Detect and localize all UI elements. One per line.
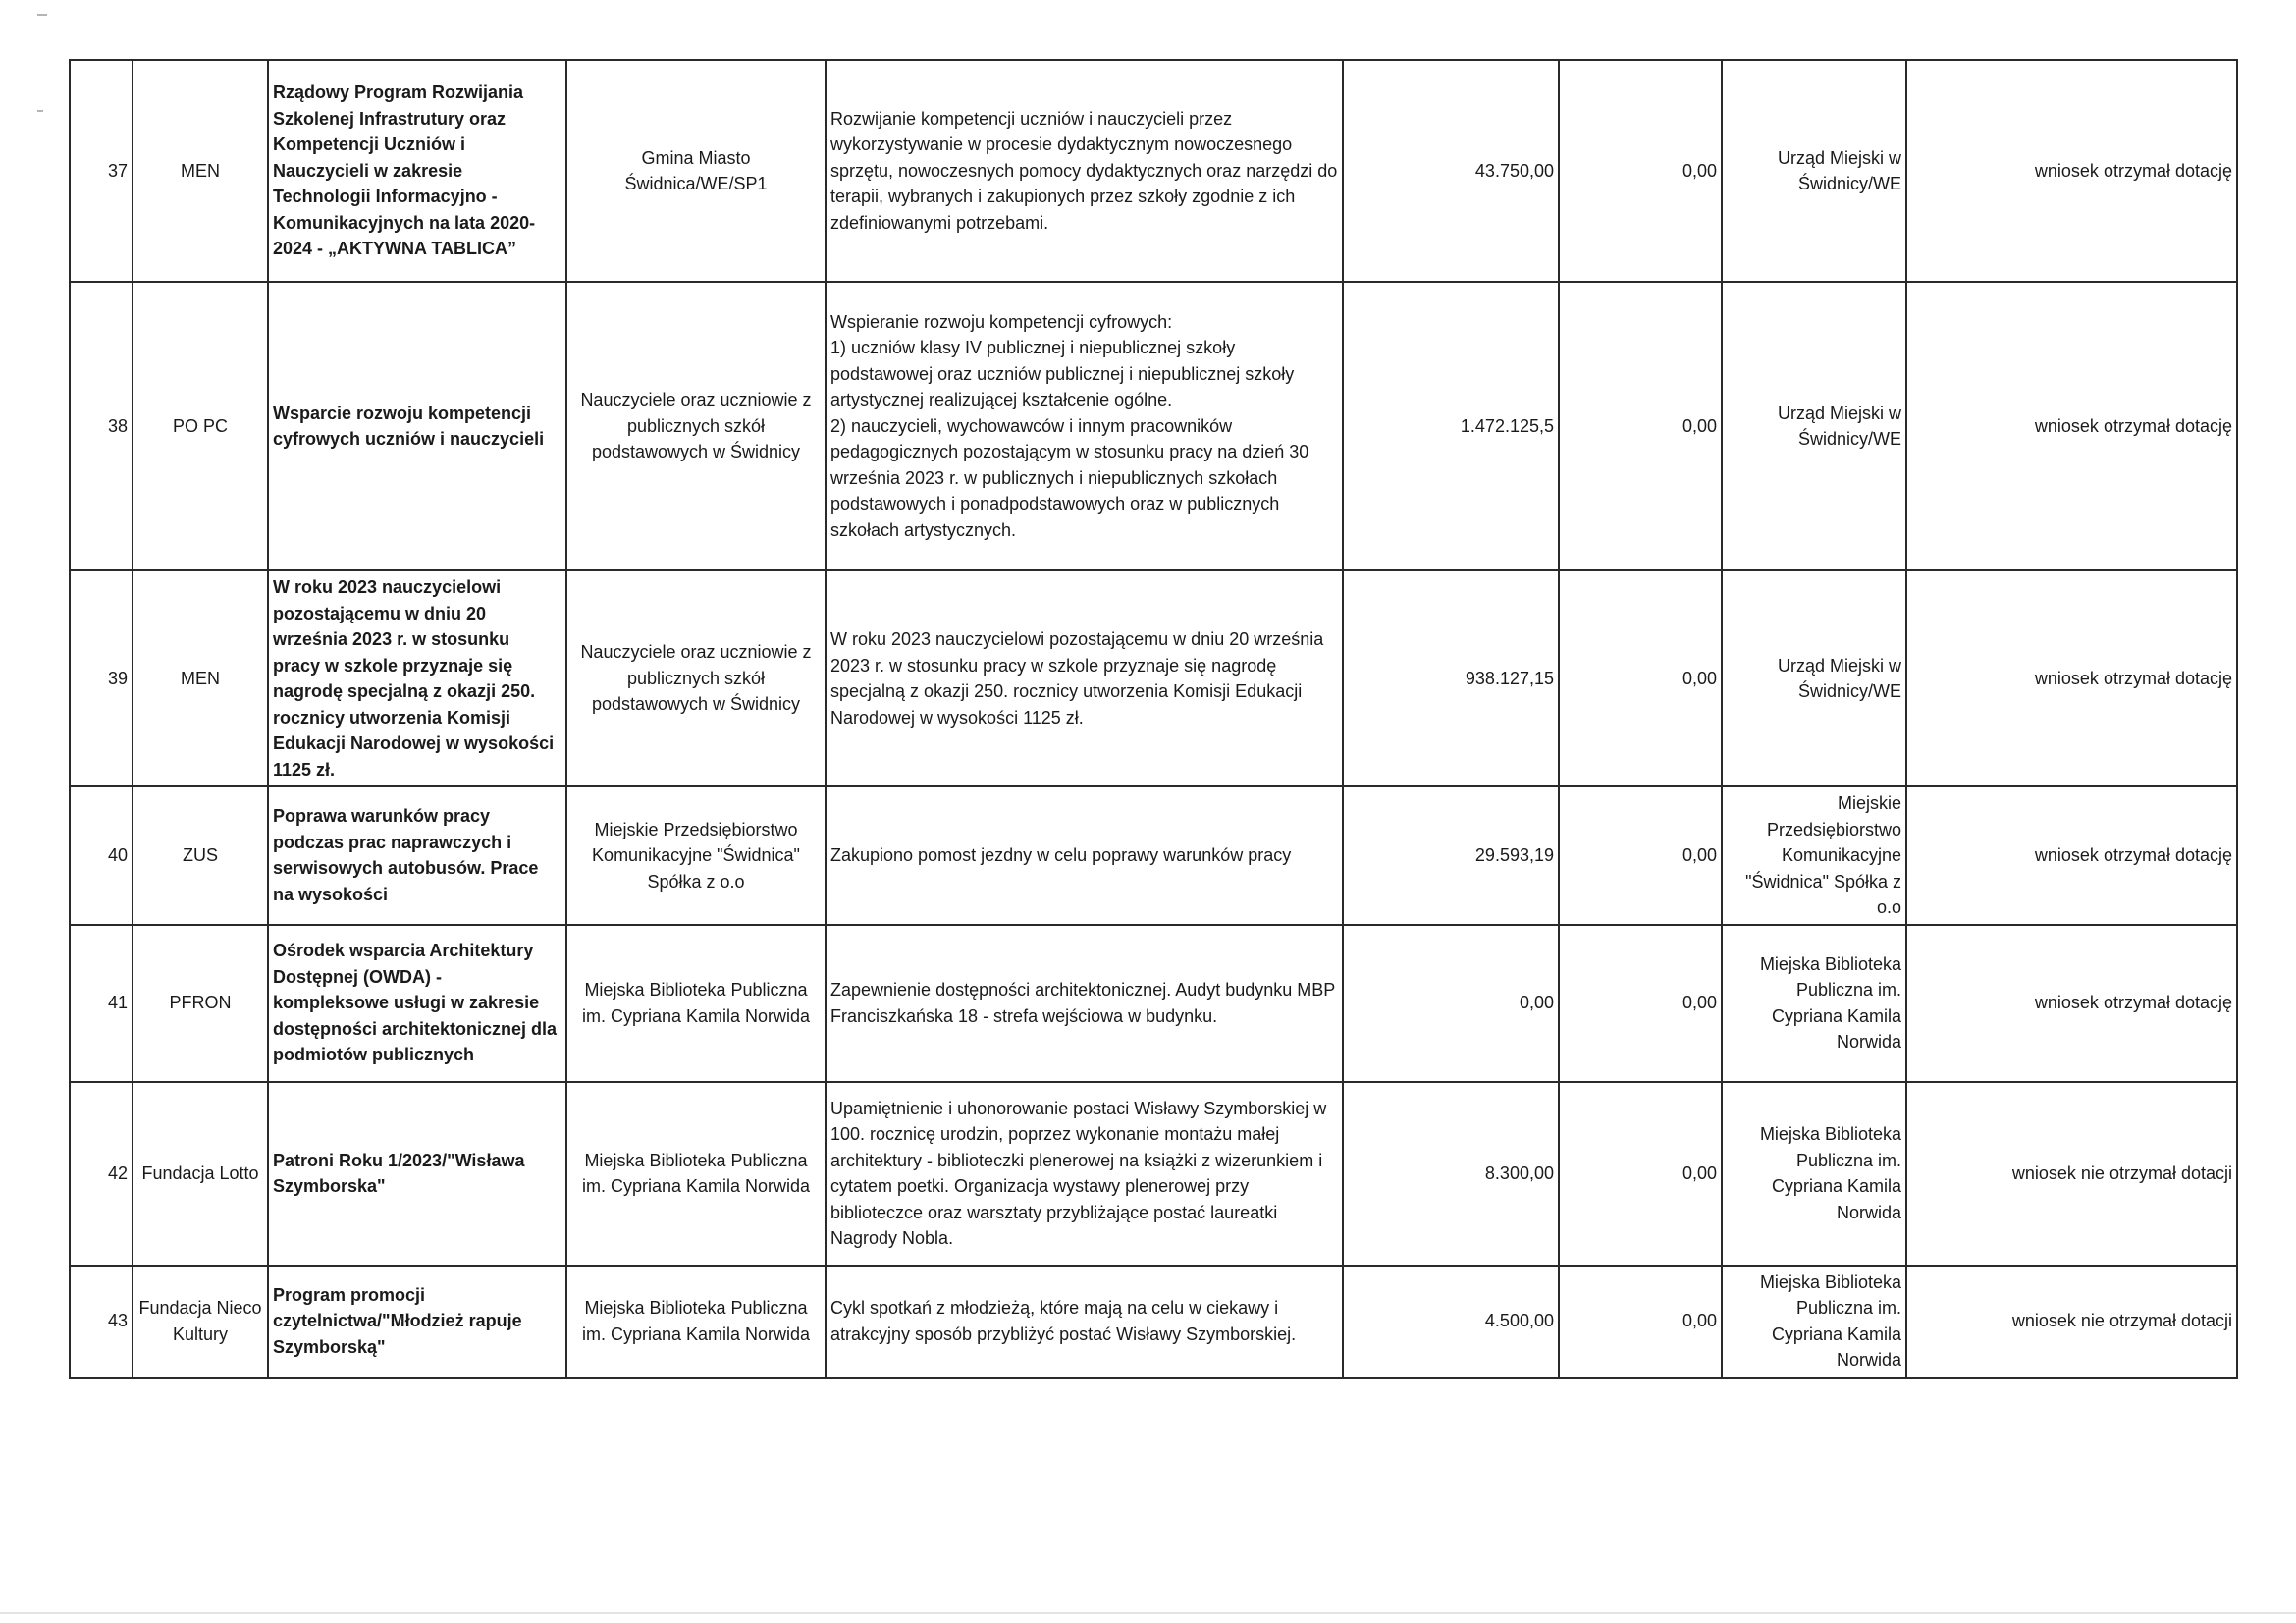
applicant-institution: Urząd Miejski w Świdnicy/WE [1722,60,1906,282]
funding-source: Fundacja Lotto [133,1082,268,1266]
application-status: wniosek otrzymał dotację [1906,282,2237,570]
description-paragraph: Wspieranie rozwoju kompetencji cyfrowych: [830,311,1173,332]
table-row [70,282,2237,570]
program-name: Ośrodek wsparcia Architektury Dostępnej (OWDA) - kompleksowe usługi w zakresie dostępności architektonicznej dla podmiotów publicznych [268,925,566,1082]
applicant-institution: Urząd Miejski w Świdnicy/WE [1722,282,1906,570]
grant-amount: 938.127,15 [1343,570,1559,786]
program-name: Patroni Roku 1/2023/"Wisława Szymborska" [268,1082,566,1266]
beneficiary: Nauczyciele oraz uczniowie z publicznych szkół podstawowych w Świdnicy [566,282,826,570]
application-status: wniosek otrzymał dotację [1906,925,2237,1082]
application-status: wniosek nie otrzymał dotacji [1906,1266,2237,1378]
row-number: 39 [70,570,133,786]
program-name: Program promocji czytelnictwa/"Młodzież rapuje Szymborską" [268,1266,566,1378]
funding-source: MEN [133,570,268,786]
own-contribution: 0,00 [1559,925,1722,1082]
grant-amount: 43.750,00 [1343,60,1559,282]
beneficiary: Miejskie Przedsiębiorstwo Komunikacyjne "Świdnica" Spółka z o.o [566,786,826,925]
table-row [70,1082,2237,1266]
grant-amount: 0,00 [1343,925,1559,1082]
table-row [70,60,2237,282]
grant-amount: 29.593,19 [1343,786,1559,925]
beneficiary: Gmina Miasto Świdnica/WE/SP1 [566,60,826,282]
funding-source: PO PC [133,282,268,570]
table-row [70,925,2237,1082]
scan-mark [37,110,43,112]
program-name: Poprawa warunków pracy podczas prac naprawczych i serwisowych autobusów. Prace na wysokości [268,786,566,925]
scan-edge-line [0,1612,2296,1614]
grant-amount: 1.472.125,5 [1343,282,1559,570]
applicant-institution: Urząd Miejski w Świdnicy/WE [1722,570,1906,786]
table-row [70,786,2237,925]
applicant-institution: Miejska Biblioteka Publiczna im. Cypriana Kamila Norwida [1722,925,1906,1082]
task-description: Upamiętnienie i uhonorowanie postaci Wisławy Szymborskiej w 100. rocznicę urodzin, poprzez wykonanie montażu małej architektury - biblioteczki plenerowej na książki z wizerunkiem i cytatem poetki. Organizacja wystawy plenerowej przy biblioteczce oraz warsztaty przybliżające postać laureatki Nagrody Nobla. [826,1082,1343,1266]
description-paragraph: 2) nauczycieli, wychowawców i innym pracowników pedagogicznych pozostającym w stosunku pracy na dzień 30 września 2023 r. w publicznych i niepublicznych szkołach podstawowych i ponadpodstawowych oraz w publicznych szkołach artystycznych. [830,415,1309,540]
row-number: 42 [70,1082,133,1266]
row-number: 40 [70,786,133,925]
applicant-institution: Miejska Biblioteka Publiczna im. Cypriana Kamila Norwida [1722,1082,1906,1266]
application-status: wniosek nie otrzymał dotacji [1906,1082,2237,1266]
row-number: 37 [70,60,133,282]
row-number: 38 [70,282,133,570]
description-paragraph: 1) uczniów klasy IV publicznej i niepublicznej szkoły podstawowej oraz uczniów publicznej i niepublicznej szkoły artystycznej realizującej kształcenie ogólne. [830,338,1295,410]
applicant-institution: Miejska Biblioteka Publiczna im. Cypriana Kamila Norwida [1722,1266,1906,1378]
task-description [826,282,1343,570]
program-name: Wsparcie rozwoju kompetencji cyfrowych uczniów i nauczycieli [268,282,566,570]
funding-source: Fundacja Nieco Kultury [133,1266,268,1378]
task-description: Rozwijanie kompetencji uczniów i nauczycieli przez wykorzystywanie w procesie dydaktycznym nowoczesnego sprzętu, nowoczesnych pomocy dydaktycznych oraz narzędzi do terapii, wybranych i zakupionych przez szkoły zgodnie z ich zdefiniowanymi potrzebami. [826,60,1343,282]
own-contribution: 0,00 [1559,1082,1722,1266]
grant-amount: 4.500,00 [1343,1266,1559,1378]
table-row [70,1266,2237,1378]
row-number: 43 [70,1266,133,1378]
program-name: Rządowy Program Rozwijania Szkolenej Infrastrutury oraz Kompetencji Uczniów i Nauczycieli w zakresie Technologii Informacyjno - Komunikacyjnych na lata 2020-2024 - „AKTYWNA TABLICA” [268,60,566,282]
funding-source: ZUS [133,786,268,925]
own-contribution: 0,00 [1559,786,1722,925]
applicant-institution: Miejskie Przedsiębiorstwo Komunikacyjne "Świdnica" Spółka z o.o [1722,786,1906,925]
beneficiary: Nauczyciele oraz uczniowie z publicznych szkół podstawowych w Świdnicy [566,570,826,786]
own-contribution: 0,00 [1559,282,1722,570]
scan-mark [37,14,47,16]
own-contribution: 0,00 [1559,570,1722,786]
grant-amount: 8.300,00 [1343,1082,1559,1266]
funding-source: MEN [133,60,268,282]
task-description: W roku 2023 nauczycielowi pozostającemu w dniu 20 września 2023 r. w stosunku pracy w szkole przyznaje się nagrodę specjalną z okazji 250. rocznicy utworzenia Komisji Edukacji Narodowej w wysokości 1125 zł. [826,570,1343,786]
funding-source: PFRON [133,925,268,1082]
own-contribution: 0,00 [1559,60,1722,282]
beneficiary: Miejska Biblioteka Publiczna im. Cypriana Kamila Norwida [566,1266,826,1378]
program-name: W roku 2023 nauczycielowi pozostającemu w dniu 20 września 2023 r. w stosunku pracy w szkole przyznaje się nagrodę specjalną z okazji 250. rocznicy utworzenia Komisji Edukacji Narodowej w wysokości 1125 zł. [268,570,566,786]
grants-table [69,59,2238,1379]
beneficiary: Miejska Biblioteka Publiczna im. Cypriana Kamila Norwida [566,925,826,1082]
application-status: wniosek otrzymał dotację [1906,786,2237,925]
task-description: Zakupiono pomost jezdny w celu poprawy warunków pracy [826,786,1343,925]
task-description: Cykl spotkań z młodzieżą, które mają na celu w ciekawy i atrakcyjny sposób przybliżyć postać Wisławy Szymborskiej. [826,1266,1343,1378]
beneficiary: Miejska Biblioteka Publiczna im. Cypriana Kamila Norwida [566,1082,826,1266]
row-number: 41 [70,925,133,1082]
task-description: Zapewnienie dostępności architektonicznej. Audyt budynku MBP Franciszkańska 18 - strefa wejściowa w budynku. [826,925,1343,1082]
application-status: wniosek otrzymał dotację [1906,60,2237,282]
table-row [70,570,2237,786]
application-status: wniosek otrzymał dotację [1906,570,2237,786]
own-contribution: 0,00 [1559,1266,1722,1378]
